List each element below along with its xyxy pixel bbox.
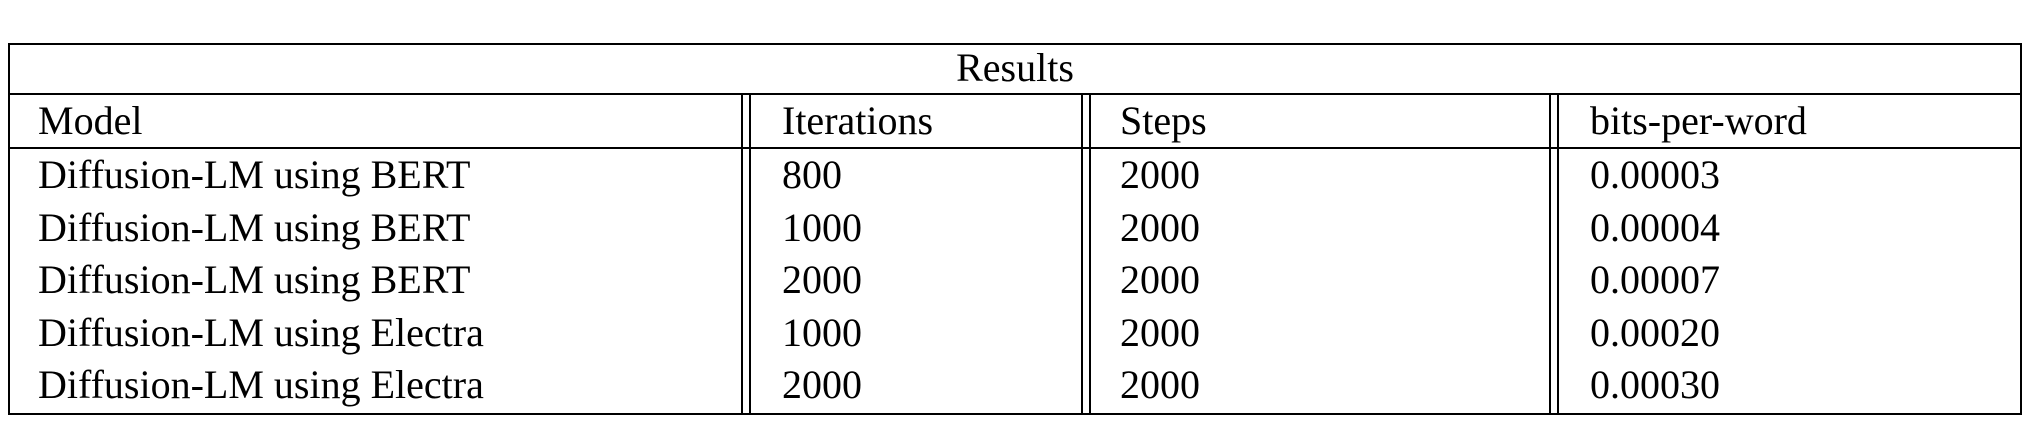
table-body xyxy=(10,149,2020,415)
column-divider xyxy=(1081,95,1083,415)
cell-bits-per-word: 0.00030 xyxy=(1590,362,1720,407)
header-steps: Steps xyxy=(1120,98,1207,143)
cell-bits-per-word: 0.00007 xyxy=(1590,257,1720,302)
column-divider xyxy=(1089,95,1091,415)
table-row xyxy=(10,149,2020,202)
cell-iterations: 2000 xyxy=(782,362,862,407)
column-divider xyxy=(741,95,743,415)
cell-steps: 2000 xyxy=(1120,362,1200,407)
header-bits-per-word: bits-per-word xyxy=(1590,98,1807,143)
cell-model: Diffusion-LM using BERT xyxy=(38,204,471,250)
table-row xyxy=(10,359,2020,412)
cell-iterations: 2000 xyxy=(782,257,862,302)
cell-iterations: 1000 xyxy=(782,204,862,250)
header-model: Model xyxy=(38,98,143,143)
column-divider xyxy=(1549,95,1551,415)
cell-model: Diffusion-LM using BERT xyxy=(38,152,471,197)
column-divider xyxy=(1557,95,1559,415)
table-row xyxy=(10,307,2020,360)
cell-steps: 2000 xyxy=(1120,152,1200,197)
cell-steps: 2000 xyxy=(1120,204,1200,250)
cell-steps: 2000 xyxy=(1120,309,1200,355)
cell-bits-per-word: 0.00004 xyxy=(1590,204,1720,250)
results-table xyxy=(8,43,2022,415)
cell-bits-per-word: 0.00003 xyxy=(1590,152,1720,197)
table-title: Results xyxy=(10,45,2020,95)
table-row xyxy=(10,202,2020,255)
cell-iterations: 1000 xyxy=(782,309,862,355)
table-row xyxy=(10,254,2020,307)
cell-iterations: 800 xyxy=(782,152,842,197)
cell-bits-per-word: 0.00020 xyxy=(1590,309,1720,355)
cell-model: Diffusion-LM using BERT xyxy=(38,257,471,302)
cell-steps: 2000 xyxy=(1120,257,1200,302)
cell-model: Diffusion-LM using Electra xyxy=(38,309,484,355)
column-divider xyxy=(749,95,751,415)
cell-model: Diffusion-LM using Electra xyxy=(38,362,484,407)
table-header-row xyxy=(10,95,2020,149)
header-iterations: Iterations xyxy=(782,98,934,143)
